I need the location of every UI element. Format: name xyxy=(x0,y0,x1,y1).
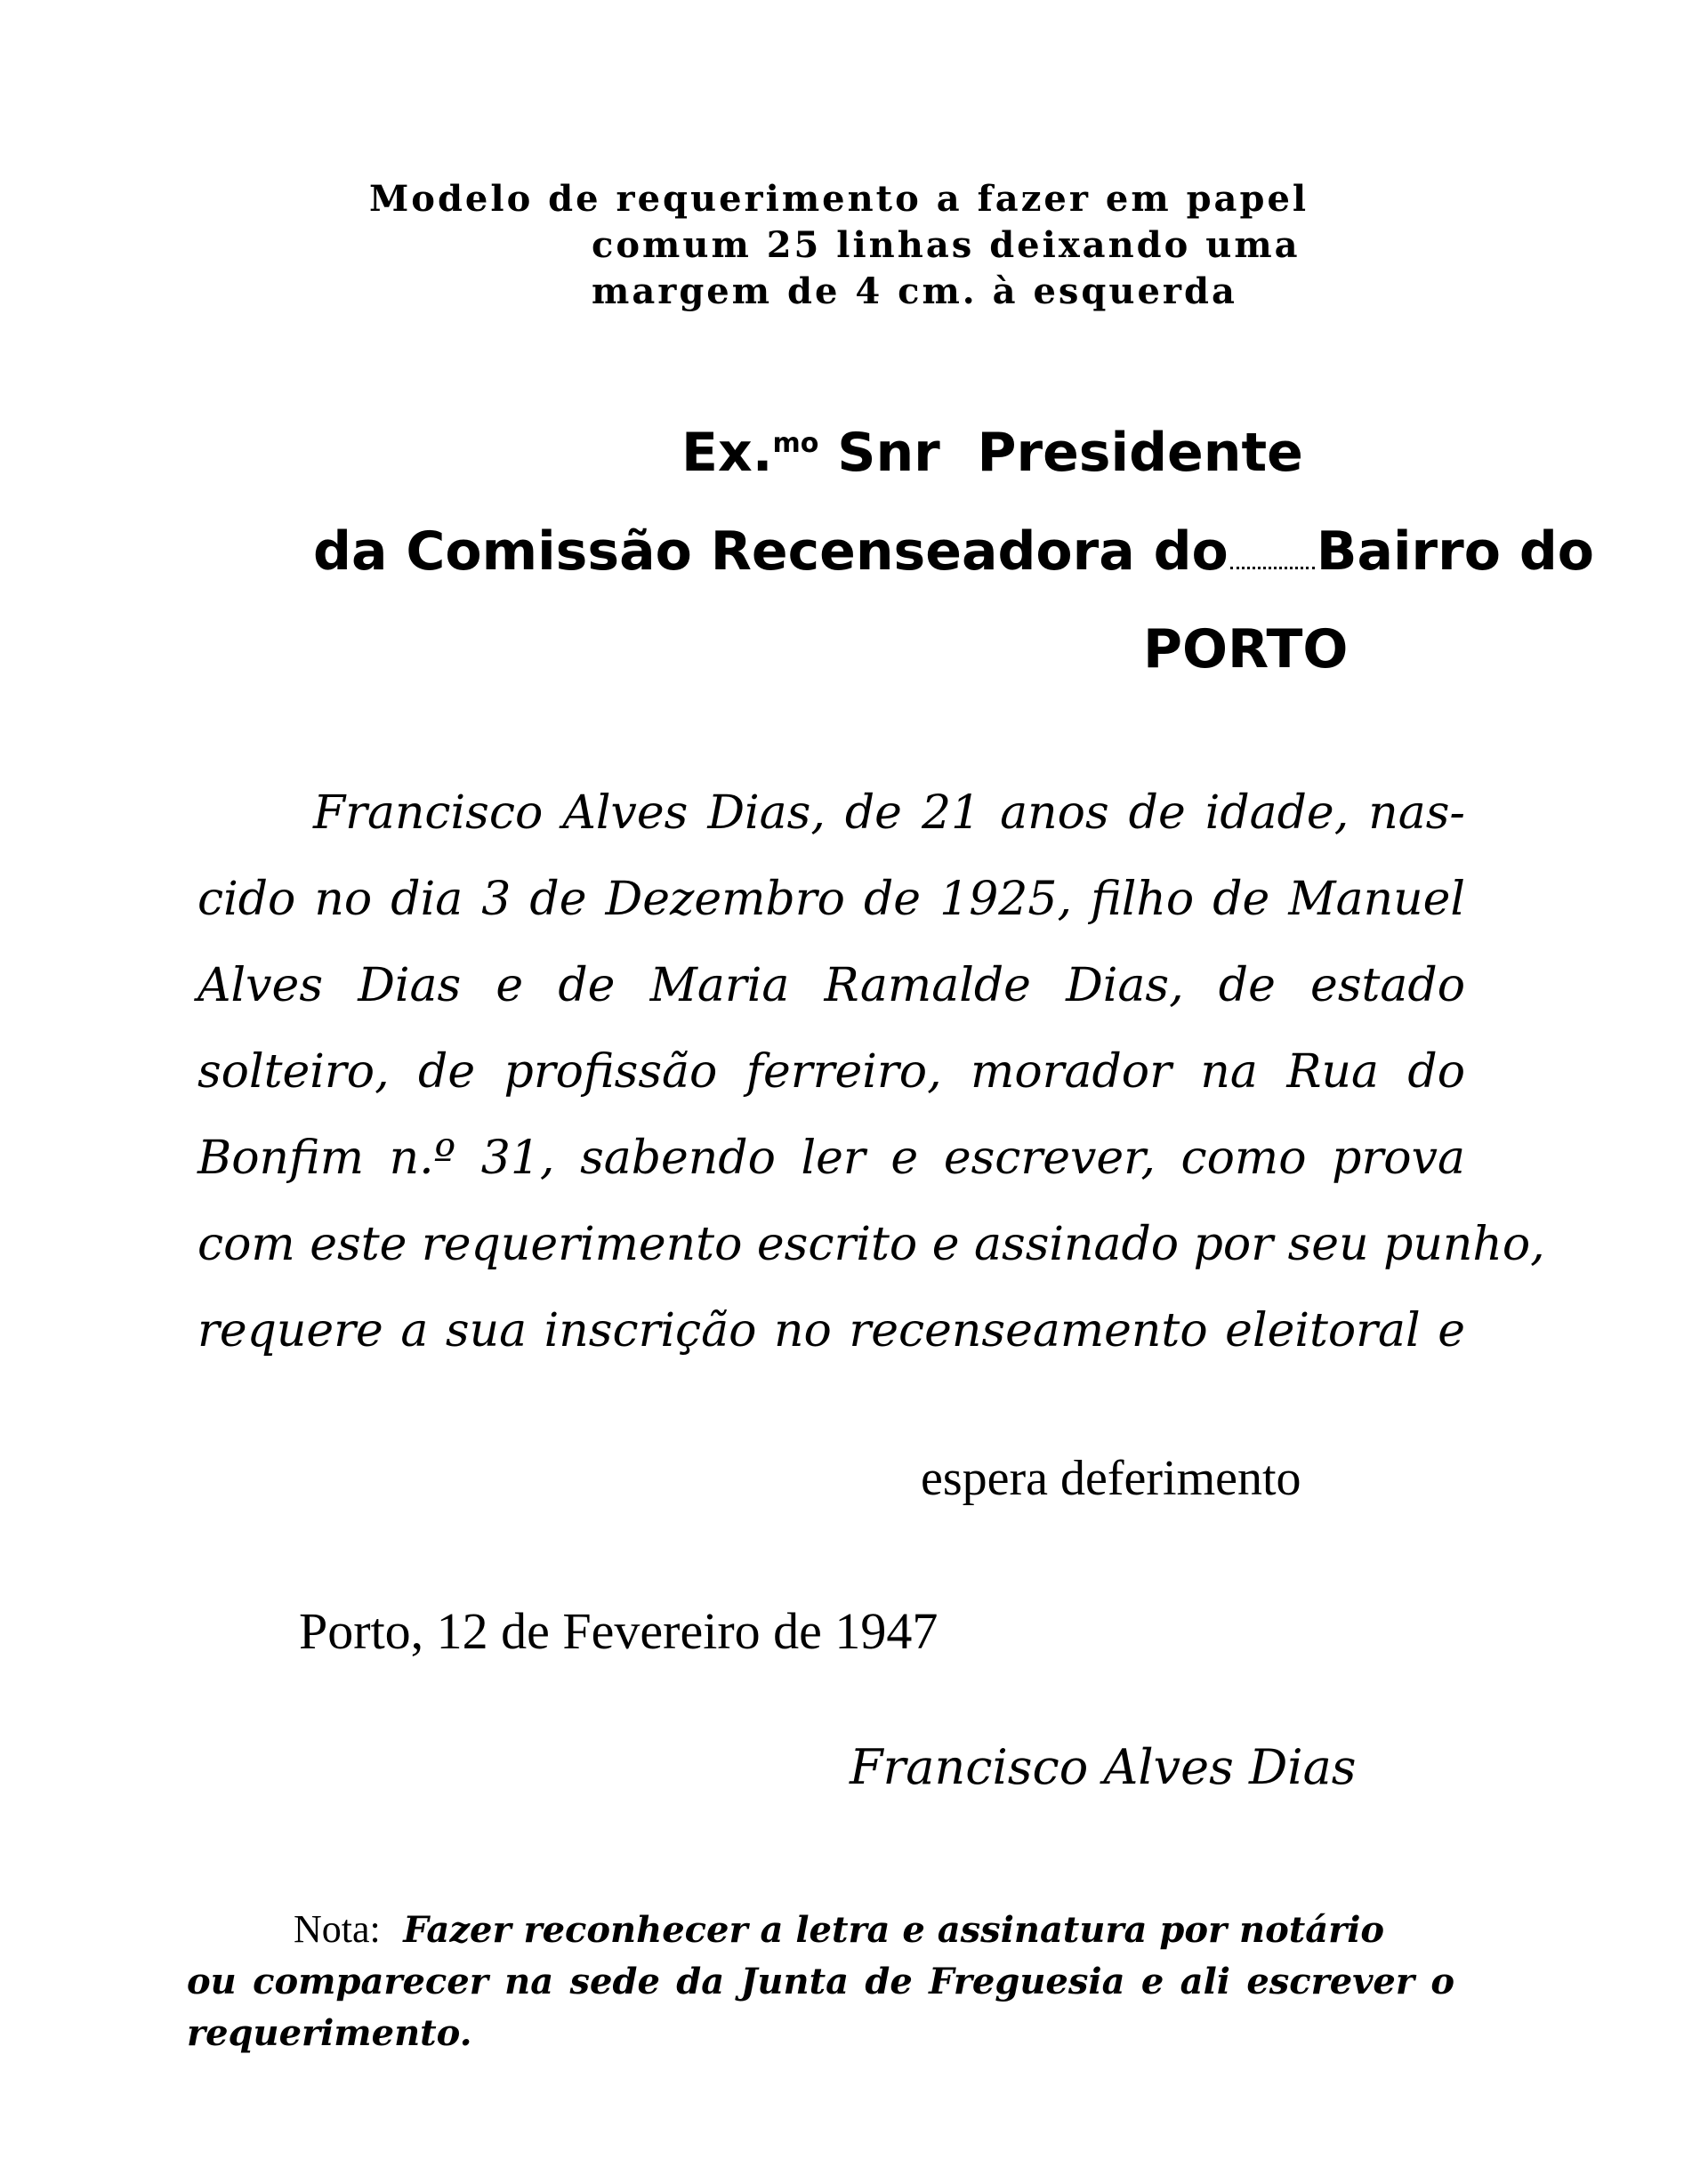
place-and-date: Porto, 12 de Fevereiro de 1947 xyxy=(299,1602,939,1660)
footnote-text-1: Fazer reconhecer a letra e assinatura por notário xyxy=(403,1909,1385,1951)
instructions-line-1: Modelo de requerimento a fazer em papel xyxy=(369,178,1309,220)
instructions-header xyxy=(369,176,1481,315)
addressee-title xyxy=(681,422,1303,484)
instructions-line-2: comum 25 linhas deixando uma xyxy=(592,224,1301,266)
petition-line: com este requerimento escrito e assinado por seu punho, xyxy=(197,1218,1545,1271)
addressee-bairro-text: Bairro do xyxy=(1316,520,1595,583)
addressee-title-superscript: mo xyxy=(772,428,819,459)
addressee-city: PORTO xyxy=(1143,618,1349,681)
footnote-line-1 xyxy=(187,1904,1454,1956)
addressee-title-rest: Snr Presidente xyxy=(818,422,1303,484)
addressee-commission-text: da Comissão Recenseadora do xyxy=(313,520,1229,583)
instructions-line-3: margem de 4 cm. à esquerda xyxy=(592,270,1237,312)
petition-body xyxy=(197,770,1545,1374)
footnote-line-2: ou comparecer na sede da Junta de Freguesia e ali escrever o xyxy=(187,1961,1454,2002)
signature: Francisco Alves Dias xyxy=(850,1739,1357,1795)
addressee-commission xyxy=(313,520,1594,583)
closing-phrase: espera deferimento xyxy=(921,1451,1301,1506)
petition-line: cido no dia 3 de Dezembro de 1925, filho de Manuel xyxy=(197,873,1465,926)
footnote-label: Nota: xyxy=(294,1907,381,1951)
petition-line: Alves Dias e de Maria Ramalde Dias, de estado xyxy=(197,959,1465,1012)
petition-line: Bonfim n.º 31, sabendo ler e escrever, como prova xyxy=(197,1132,1465,1185)
petition-line: solteiro, de profissão ferreiro, morador na Rua do xyxy=(197,1045,1465,1099)
addressee-title-prefix: Ex. xyxy=(681,422,773,484)
petition-line: requere a sua inscrição no recenseamento eleitoral e xyxy=(197,1304,1465,1357)
blank-dotted-line xyxy=(1230,567,1315,569)
footnote xyxy=(187,1904,1454,2059)
footnote-line-3: requerimento. xyxy=(187,2012,472,2054)
petition-line: Francisco Alves Dias, de 21 anos de idade, nas- xyxy=(313,786,1465,840)
